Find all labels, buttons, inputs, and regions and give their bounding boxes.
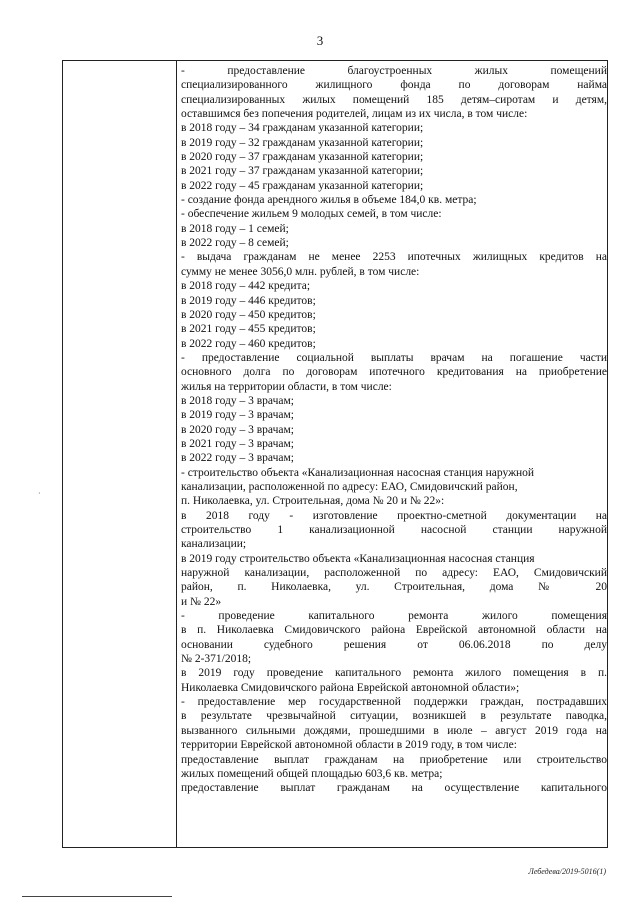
text-line: в 2021 году – 3 врачам;	[181, 437, 294, 450]
text-line: в 2021 году – 455 кредитов;	[181, 323, 316, 336]
text-line: Николаевка Смидовичского района Еврейской автономной области»;	[181, 681, 520, 694]
text-line: - предоставление благоустроенных жилых помещений	[181, 65, 607, 77]
margin-mark: ·	[38, 489, 41, 498]
text-line: район, п. Николаевка, ул. Строительная, дома № 20	[181, 581, 607, 594]
text-line: в 2019 году строительство объекта «Канализационная насосная станция	[181, 552, 535, 565]
table-left-cell	[63, 61, 177, 847]
text-line: в 2018 году – 1 семей;	[181, 222, 289, 235]
text-line: в 2018 году - изготовление проектно-сметной документации на	[181, 509, 607, 522]
text-line: жилья на территории области, в том числе:	[181, 380, 392, 393]
text-line: - выдача гражданам не менее 2253 ипотечных жилищных кредитов на	[181, 251, 607, 264]
text-line: в 2022 году – 3 врачам;	[181, 452, 294, 465]
text-line: - предоставление социальной выплаты врачам на погашение части	[181, 351, 607, 364]
footer-document-code: Лебедева/2019-5016(1)	[528, 867, 606, 876]
text-line: в 2019 году – 446 кредитов;	[181, 294, 316, 307]
text-line: строительство 1 канализационной насосной станции наружной	[181, 524, 607, 536]
text-line: в 2020 году – 37 гражданам указанной категории;	[181, 151, 424, 164]
text-line: - строительство объекта «Канализационная насосная станция наружной	[181, 466, 535, 479]
text-line: в 2018 году – 442 кредита;	[181, 280, 311, 293]
text-line: основании судебного решения от 06.06.2018 по делу	[181, 638, 607, 651]
text-line: предоставление выплат гражданам на осуществление капитального	[181, 782, 607, 795]
text-line: в п. Николаевка Смидовичского района Еврейской автономной области на	[181, 624, 607, 637]
text-line: и № 22»	[181, 595, 222, 608]
text-line: в результате чрезвычайной ситуации, возникшей в результате паводка,	[181, 710, 607, 723]
text-line: в 2022 году – 45 гражданам указанной категории;	[181, 179, 424, 192]
text-line: в 2020 году – 450 кредитов;	[181, 308, 316, 321]
text-line: предоставление выплат гражданам на приобретение или строительство	[181, 753, 607, 766]
text-line: канализации, расположенной по адресу: ЕАО, Смидовичский район,	[181, 480, 518, 493]
text-line: - создание фонда арендного жилья в объеме 184,0 кв. метра;	[181, 194, 477, 207]
document-table	[62, 60, 608, 848]
text-line: оставшимся без попечения родителей, лицам из их числа, в том числе:	[181, 108, 528, 121]
text-line: специализированного жилищного фонда по договорам найма	[181, 79, 607, 92]
bottom-rule-line	[22, 896, 172, 897]
text-line: в 2018 году – 3 врачам;	[181, 394, 294, 407]
text-line: специализированных жилых помещений 185 детям–сиротам и детям,	[181, 93, 607, 106]
text-line: - обеспечение жильем 9 молодых семей, в том числе:	[181, 208, 442, 221]
text-line: жилых помещений общей площадью 603,6 кв. метра;	[181, 767, 443, 780]
page-number: 3	[316, 33, 324, 48]
table-right-cell-text	[181, 64, 607, 796]
text-line: в 2019 году проведение капитального ремонта жилого помещения в п.	[181, 667, 607, 680]
text-line: п. Николаевка, ул. Строительная, дома № 20 и № 22»:	[181, 495, 445, 508]
text-line: наружной канализации, расположенной по адресу: ЕАО, Смидовичский	[181, 567, 607, 580]
text-line: - предоставление мер государственной поддержки граждан, пострадавших	[181, 696, 607, 709]
text-line: канализации;	[181, 538, 247, 551]
text-line: в 2022 году – 460 кредитов;	[181, 337, 316, 350]
text-line: в 2019 году – 32 гражданам указанной категории;	[181, 136, 424, 149]
text-line: в 2021 году – 37 гражданам указанной категории;	[181, 165, 424, 178]
text-line: территории Еврейской автономной области в 2019 году, в том числе:	[181, 739, 517, 752]
text-line: сумму не менее 3056,0 млн. рублей, в том числе:	[181, 265, 420, 278]
text-line: в 2022 году – 8 семей;	[181, 237, 289, 250]
text-line: в 2018 году – 34 гражданам указанной категории;	[181, 122, 424, 135]
text-line: - проведение капитального ремонта жилого помещения	[181, 610, 607, 623]
text-line: в 2020 году – 3 врачам;	[181, 423, 294, 436]
text-line: основного долга по договорам ипотечного кредитования на приобретение	[181, 366, 607, 379]
text-line: вызванного сильными дождями, прошедшими в июле – август 2019 года на	[181, 724, 607, 737]
text-line: в 2019 году – 3 врачам;	[181, 409, 294, 422]
text-line: № 2-371/2018;	[181, 653, 252, 666]
